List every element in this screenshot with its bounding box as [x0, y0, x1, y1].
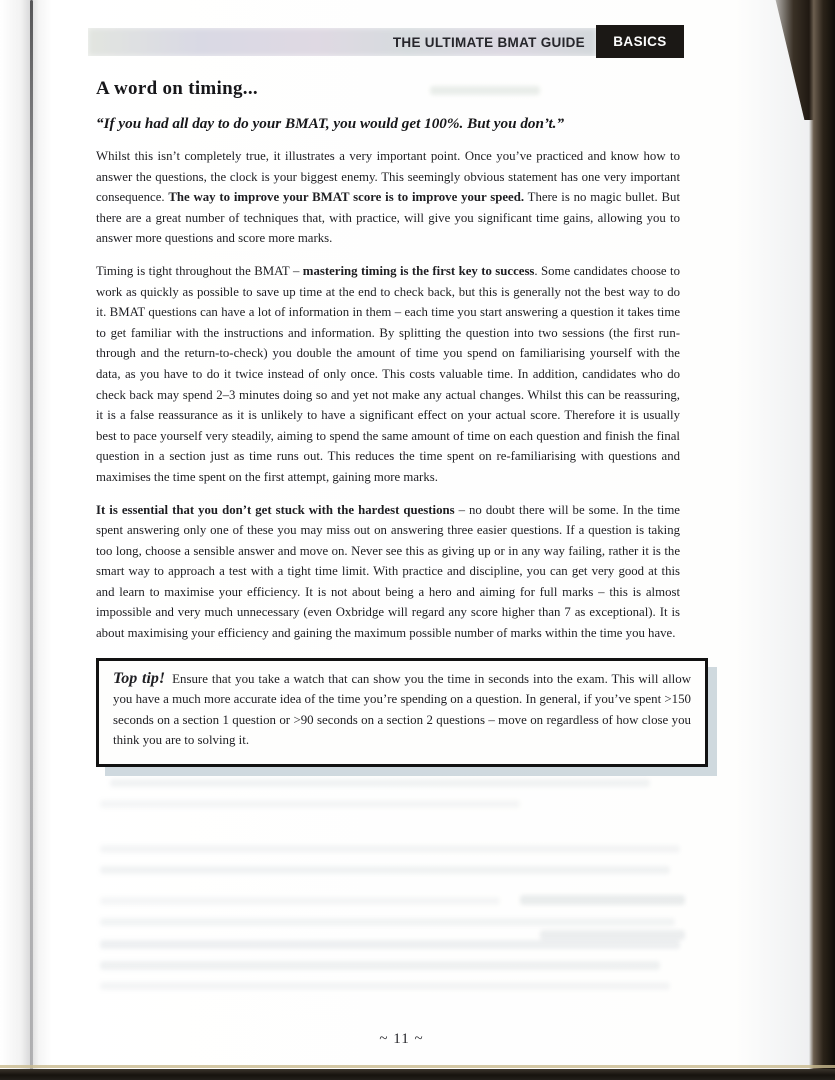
top-tip-box: [96, 658, 708, 767]
section-badge-label: BASICS: [613, 34, 667, 49]
body-paragraph: Timing is tight throughout the BMAT – mastering timing is the first key to success. Some candidates choose to work as quickly as possible to save up time at the end to check back, but this is generally not the best way to do it. BMAT questions can have a lot of information in them – each time you start answering a question it takes time to get familiar with the instructions and information. By splitting the question into two sessions (the first run-through and the return-to-check) you double the amount of time you spend on familiarising yourself with the data, as you have to do it twice instead of only once. This costs valuable time. In addition, candidates who do check back may spend 2–3 minutes doing so and yet not make any actual changes. Whilst this can be reassuring, it is a false reassurance as it is unlikely to have a significant effect on your actual score. Therefore it is usually best to pace yourself very steadily, aiming to spend the same amount of time on each question and finish the final question in a section just as time runs out. This reduces the time spent on re-familiarising with questions and maximises the time spent on the first attempt, gaining more marks.: [96, 263, 680, 484]
guide-title: THE ULTIMATE BMAT GUIDE: [392, 34, 585, 50]
page-spine-crease: [30, 0, 33, 1080]
page-header: [88, 27, 684, 56]
page-edge-line: [0, 1065, 835, 1068]
page-spine-shading: [0, 0, 52, 1080]
book-edge-shadow-top: [767, 0, 815, 120]
page-number: ~ 11 ~: [379, 1031, 424, 1047]
header-gradient-band: [88, 28, 596, 56]
page-title: A word on timing...: [96, 78, 258, 99]
book-bottom-edge: [0, 1069, 835, 1080]
body-paragraph: Whilst this isn’t completely true, it illustrates a very important point. Once you’ve practiced and know how to answer the questions, the clock is your biggest enemy. This seemingly obvious statement has one very important consequence. The way to improve your BMAT score is to improve your speed. There is no magic bullet. But there are a great number of techniques that, with practice, will give you significant time gains, allowing you to answer more questions and score more marks.: [96, 149, 680, 246]
top-tip-text: Ensure that you take a watch that can show you the time in seconds into the exam. This will allow you have a much more accurate idea of the time you’re spending on a question. In general, if you’ve spent >150 seconds on a section 1 question or >90 seconds on a section 2 questions – move on regardless of how close you think you are to solving it.: [113, 671, 691, 748]
book-edge-shadow: [809, 0, 835, 1080]
section-badge: [596, 25, 684, 58]
opening-quote: “If you had all day to do your BMAT, you would get 100%. But you don’t.”: [96, 115, 565, 132]
top-tip-label: Top tip!: [113, 669, 166, 687]
main-text-column: [96, 78, 691, 767]
body-paragraph: It is essential that you don’t get stuck with the hardest questions – no doubt there will be some. In the time spent answering only one of these you may miss out on answering three easier questions. If a question is taking too long, choose a sensible answer and move on. Never see this as giving up or in any way failing, rather it is the smart way to approach a test with a tight time limit. With practice and discipline, you can get very good at this and learn to maximise your efficiency. It is not about being a hero and aiming for full marks – this is almost impossible and very much unnecessary (even Oxbridge will regard any score higher than 7 as exceptional). It is about maximising your efficiency and gaining the maximum possible number of marks within the time you have.: [96, 502, 680, 641]
